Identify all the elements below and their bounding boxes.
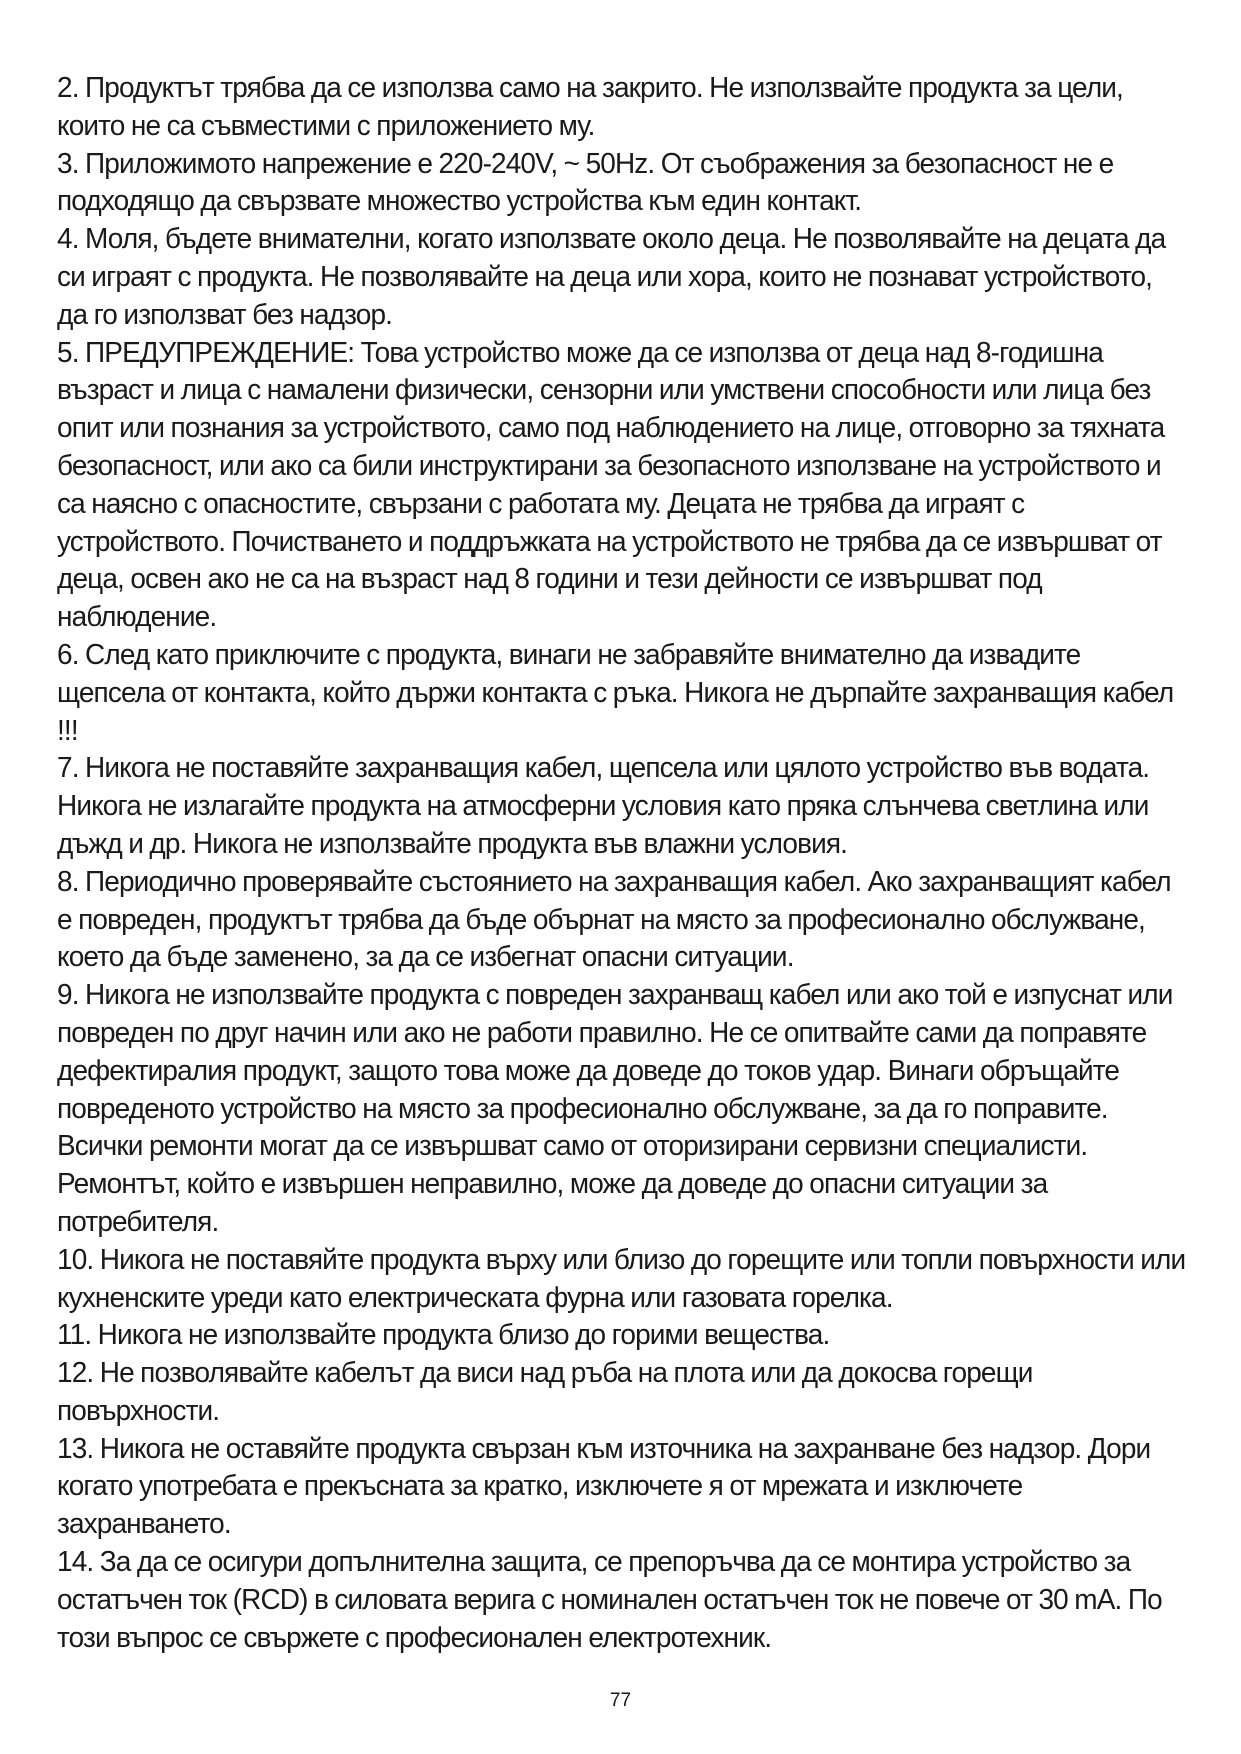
- instruction-item-4: 4. Моля, бъдете внимателни, когато използвате около деца. Не позволявайте на децата да си играят с продукта. Не позволявайте на деца или хора, които не познават устройството, да го използват без надзор.: [57, 223, 1166, 331]
- instruction-item-12: 12. Не позволявайте кабелът да виси над ръба на плота или да докосва горещи повърхности.: [57, 1357, 1033, 1427]
- instruction-item-8: 8. Периодично проверявайте състоянието на захранващия кабел. Ако захранващият кабел е повреден, продуктът трябва да бъде обърнат на място за професионално обслужване, което да бъде заменено, за да се избегнат опасни ситуации.: [57, 865, 1171, 974]
- instruction-item-3: 3. Приложимото напрежение е 220-240V, ~ 50Hz. От съображения за безопасност не е подходящо да свързвате множество устройства към един контакт.: [57, 147, 1114, 218]
- instruction-item-5: 5. ПРЕДУПРЕЖДЕНИЕ: Това устройство може да се използва от деца над 8-годишна възраст и лица с намалени физически, сензорни или умствени способности или лица без опит или познания за устройството, само под наблюдението на лице, отговорно за тяхната безопасност, или ако са били инструктирани за безопасното използване на устройството и са наясно с опасностите, свързани с работата му. Децата не трябва да играят с устройството. Почистването и поддръжката на устройството не трябва да се извършват от деца, освен ако не са на възраст над 8 години и тези дейности се извършват под наблюдение.: [57, 336, 1165, 634]
- instruction-item-6: 6. След като приключите с продукта, винаги не забравяйте внимателно да извадите щепсела от контакта, който държи контакта с ръка. Никога не дърпайте захранващия кабел !!!: [57, 638, 1174, 747]
- instruction-item-7: 7. Никога не поставяйте захранващия кабел, щепсела или цялото устройство във водата. Никога не излагайте продукта на атмосферни условия като пряка слънчева светлина или дъжд и др. Никога не използвайте продукта във влажни условия.: [57, 752, 1150, 860]
- instruction-item-10: 10. Никога не поставяйте продукта върху или близо до горещите или топли повърхности или кухненските уреди като електрическата фурна или газовата горелка.: [57, 1243, 1186, 1314]
- instruction-item-9: 9. Никога не използвайте продукта с повреден захранващ кабел или ако той е изпуснат или повреден по друг начин или ако не работи правилно. Не се опитвайте сами да поправяте дефектиралия продукт, защото това може да доведе до токов удар. Винаги обръщайте повреденото устройство на място за професионално обслужване, за да го поправите. Всички ремонти могат да се извършват само от оторизирани сервизни специалисти. Ремонтът, който е извършен неправилно, може да доведе до опасни ситуации за потребителя.: [57, 979, 1173, 1238]
- instruction-item-13: 13. Никога не оставяйте продукта свързан към източника на захранване без надзор. Дори когато употребата е прекъсната за кратко, изключете я от мрежата и изключете захранването.: [57, 1432, 1151, 1541]
- instruction-item-2: 2. Продуктът трябва да се използва само на закрито. Не използвайте продукта за цели, които не са съвместими с приложението му.: [57, 72, 1123, 142]
- instruction-item-14: 14. За да се осигури допълнителна защита, се препоръчва да се монтира устройство за остатъчен ток (RCD) в силовата верига с номинален остатъчен ток не повече от 30 mA. По този въпрос се свържете с професионален електротехник.: [57, 1546, 1162, 1654]
- instruction-item-11: 11. Никога не използвайте продукта близо до горими вещества.: [57, 1319, 830, 1352]
- page-number: 77: [609, 1690, 632, 1711]
- safety-instructions-list: [57, 70, 1187, 1657]
